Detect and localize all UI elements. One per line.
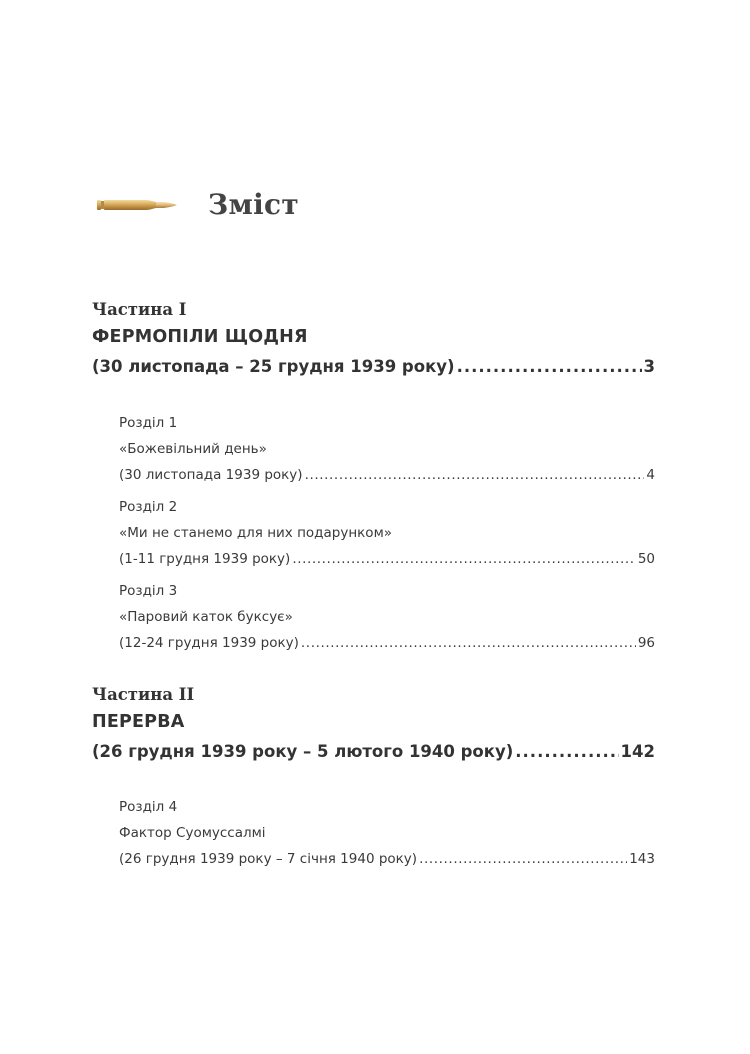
chapter-1 [119, 410, 655, 488]
toc-entry-part-1[interactable] [92, 352, 655, 382]
bullet-cartridge-icon [96, 195, 178, 215]
page-number: 96 [637, 635, 655, 651]
chapter-name: Фактор Суомуссалмі [119, 825, 266, 841]
toc-entry-part-2[interactable] [92, 737, 655, 767]
page-number: 50 [637, 551, 655, 567]
dot-leader [301, 630, 636, 656]
chapter-name: «Паровий каток буксує» [119, 609, 293, 625]
part-2 [92, 683, 655, 767]
part-range: (30 листопада – 25 грудня 1939 року) [92, 357, 455, 376]
toc-entry-chapter-3[interactable] [119, 630, 655, 656]
part-name: ФЕРМОПІЛИ ЩОДНЯ [92, 327, 308, 347]
chapter-range: (30 листопада 1939 року) [119, 467, 303, 483]
page-number: 3 [643, 357, 655, 376]
chapter-label: Розділ 2 [119, 499, 178, 515]
chapter-label: Розділ 4 [119, 799, 178, 815]
part-label: Частина II [92, 685, 195, 704]
dot-leader [515, 737, 618, 767]
chapter-3 [119, 578, 655, 656]
dot-leader [419, 846, 627, 872]
part-range: (26 грудня 1939 року – 5 лютого 1940 року) [92, 742, 514, 761]
chapter-4 [119, 794, 655, 872]
toc-entry-chapter-1[interactable] [119, 462, 655, 488]
page-number: 142 [620, 742, 655, 761]
chapter-range: (26 грудня 1939 року – 7 січня 1940 року) [119, 851, 418, 867]
chapter-name: «Божевільний день» [119, 441, 267, 457]
part-label: Частина I [92, 300, 187, 319]
chapter-label: Розділ 3 [119, 583, 178, 599]
dot-leader [457, 352, 642, 382]
toc-entry-chapter-2[interactable] [119, 546, 655, 572]
dot-leader [305, 462, 645, 488]
chapter-2 [119, 494, 655, 572]
chapter-name: «Ми не станемо для них подарунком» [119, 525, 393, 541]
page-number: 143 [629, 851, 655, 867]
chapter-label: Розділ 1 [119, 415, 178, 431]
contents-heading [96, 188, 299, 221]
part-name: ПЕРЕРВА [92, 712, 185, 732]
chapter-range: (12-24 грудня 1939 року) [119, 635, 299, 651]
part-1 [92, 298, 655, 382]
page-number: 4 [646, 467, 655, 483]
toc-entry-chapter-4[interactable] [119, 846, 655, 872]
chapter-range: (1-11 грудня 1939 року) [119, 551, 291, 567]
page-title: Зміст [208, 188, 300, 221]
dot-leader [292, 546, 636, 572]
